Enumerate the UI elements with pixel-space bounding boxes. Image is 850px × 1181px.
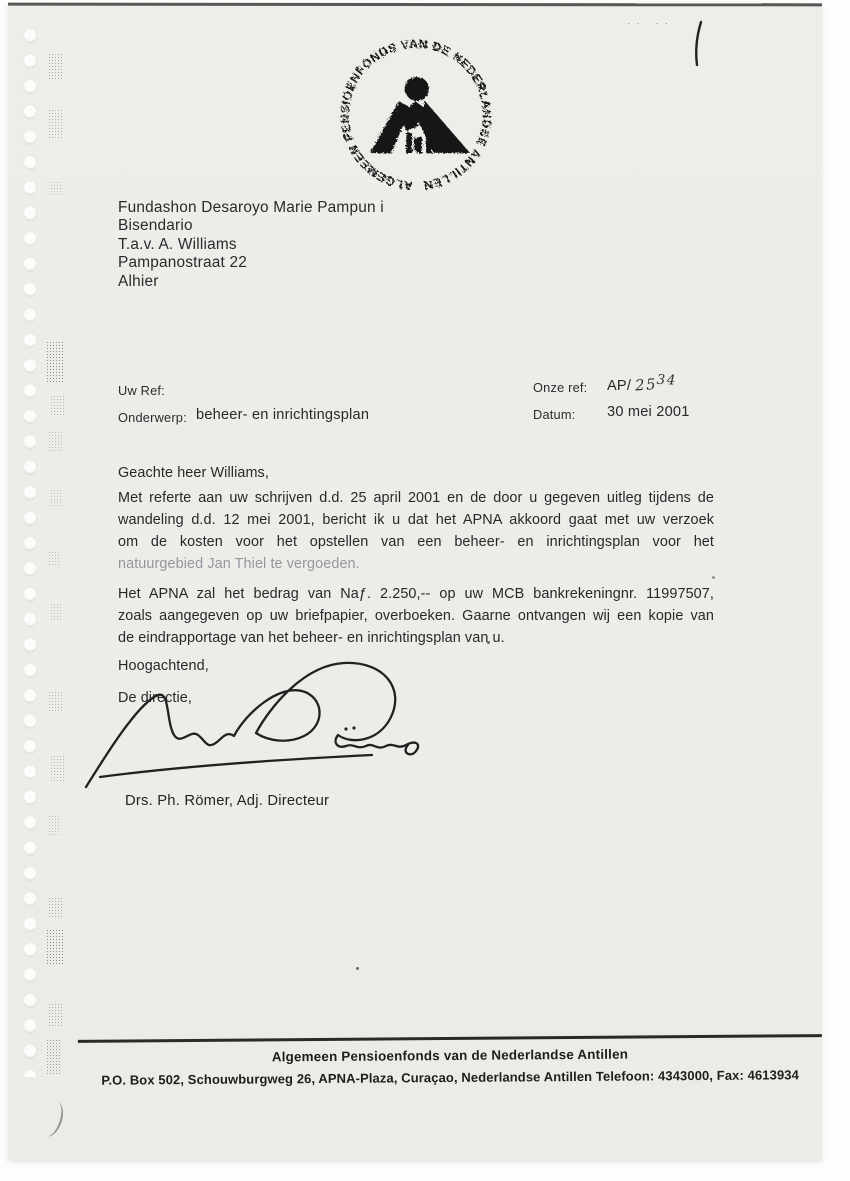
smudge — [48, 815, 60, 835]
footer-address: P.O. Box 502, Schouwburgweg 26, APNA-Plaza, Curaçao, Nederlandse Antillen Telefoon: 4343000, Fax: 4613934 — [101, 1066, 799, 1088]
datum-value: 30 mei 2001 — [607, 404, 690, 420]
smudge — [46, 1039, 62, 1075]
smudge — [50, 755, 64, 781]
toner-speck — [356, 967, 359, 970]
smudge — [46, 341, 64, 383]
datum-label: Datum: — [533, 407, 576, 422]
body-line: wandeling d.d. 12 mei 2001, bericht ik u dat het APNA akkoord gaat met uw verzoek — [118, 512, 714, 528]
smudge — [48, 897, 64, 919]
body-line: zoals aangegeven op uw briefpapier, overboeken. Gaarne ontvangen wij een kopie van — [118, 608, 714, 624]
uw-ref-label: Uw Ref: — [118, 383, 165, 398]
smudge — [48, 551, 60, 567]
smudge — [48, 691, 62, 711]
onderwerp-value: beheer- en inrichtingsplan — [196, 407, 370, 423]
onze-ref-value — [607, 371, 678, 395]
closing: Hoogachtend, — [118, 658, 209, 674]
recipient-line: T.a.v. A. Williams — [118, 235, 237, 253]
smudge — [48, 1003, 62, 1027]
toner-speck — [712, 576, 715, 579]
smudge — [50, 181, 62, 195]
paper-top-edge — [8, 3, 822, 7]
onze-ref-typed: AP/ — [607, 378, 632, 394]
smudge — [48, 109, 62, 139]
body-line-faded: natuurgebied Jan Thiel te vergoeden. — [118, 556, 360, 572]
recipient-line: Alhier — [118, 272, 159, 290]
signature-scrawl — [80, 651, 460, 793]
paragraph-1 — [118, 487, 714, 575]
smudge — [50, 489, 62, 507]
smudge — [50, 395, 64, 417]
onze-ref-handwritten: 2534 — [634, 371, 678, 395]
handwritten-slash-mark — [689, 19, 707, 69]
apna-stamp-logo — [296, 27, 536, 203]
recipient-line: Fundashon Desaroyo Marie Pampun i — [118, 199, 384, 216]
footer-organization: Algemeen Pensioenfonds van de Nederlandse Antillen — [271, 1046, 629, 1064]
letter-footer — [78, 1034, 822, 1087]
recipient-line: Pampanostraat 22 — [118, 254, 247, 272]
signatory-name: Drs. Ph. Römer, Adj. Directeur — [125, 793, 330, 809]
logo-figure-emblem — [370, 77, 470, 153]
smudge — [48, 431, 62, 451]
salutation: Geachte heer Williams, — [118, 465, 269, 481]
body-line: Het APNA zal het bedrag van Naƒ. 2.250,-- op uw MCB bankrekeningnr. 11997507, — [118, 586, 714, 602]
smudge — [46, 929, 64, 965]
sender-line: De directie, — [118, 690, 192, 706]
body-line: de eindrapportage van het beheer- en inrichtingsplan van u. — [118, 630, 505, 646]
letter-page — [8, 3, 822, 1160]
pen-curl-mark — [37, 1099, 67, 1139]
pencil-dots: ˙˙ ˙˙ — [626, 23, 674, 33]
body-line: om de kosten voor het opstellen van een beheer- en inrichtingsplan voor het — [118, 534, 714, 550]
recipient-line: Bisendario — [118, 217, 193, 235]
logo-ring-text: ALGEMEEN PENSIOENFONDS VAN DE NEDERLANDSE ANTILLEN — [337, 36, 495, 194]
footer-rule — [78, 1034, 822, 1042]
body-line: Met referte aan uw schrijven d.d. 25 april 2001 en de door u gegeven uitleg tijdens de — [118, 490, 714, 506]
onze-ref-label: Onze ref: — [533, 380, 588, 395]
binder-holes-column — [18, 23, 42, 1077]
smudge — [48, 53, 64, 79]
paragraph-2 — [118, 583, 714, 649]
onderwerp-label: Onderwerp: — [118, 410, 187, 425]
smudge — [50, 603, 62, 621]
recipient-address-block — [118, 199, 384, 291]
